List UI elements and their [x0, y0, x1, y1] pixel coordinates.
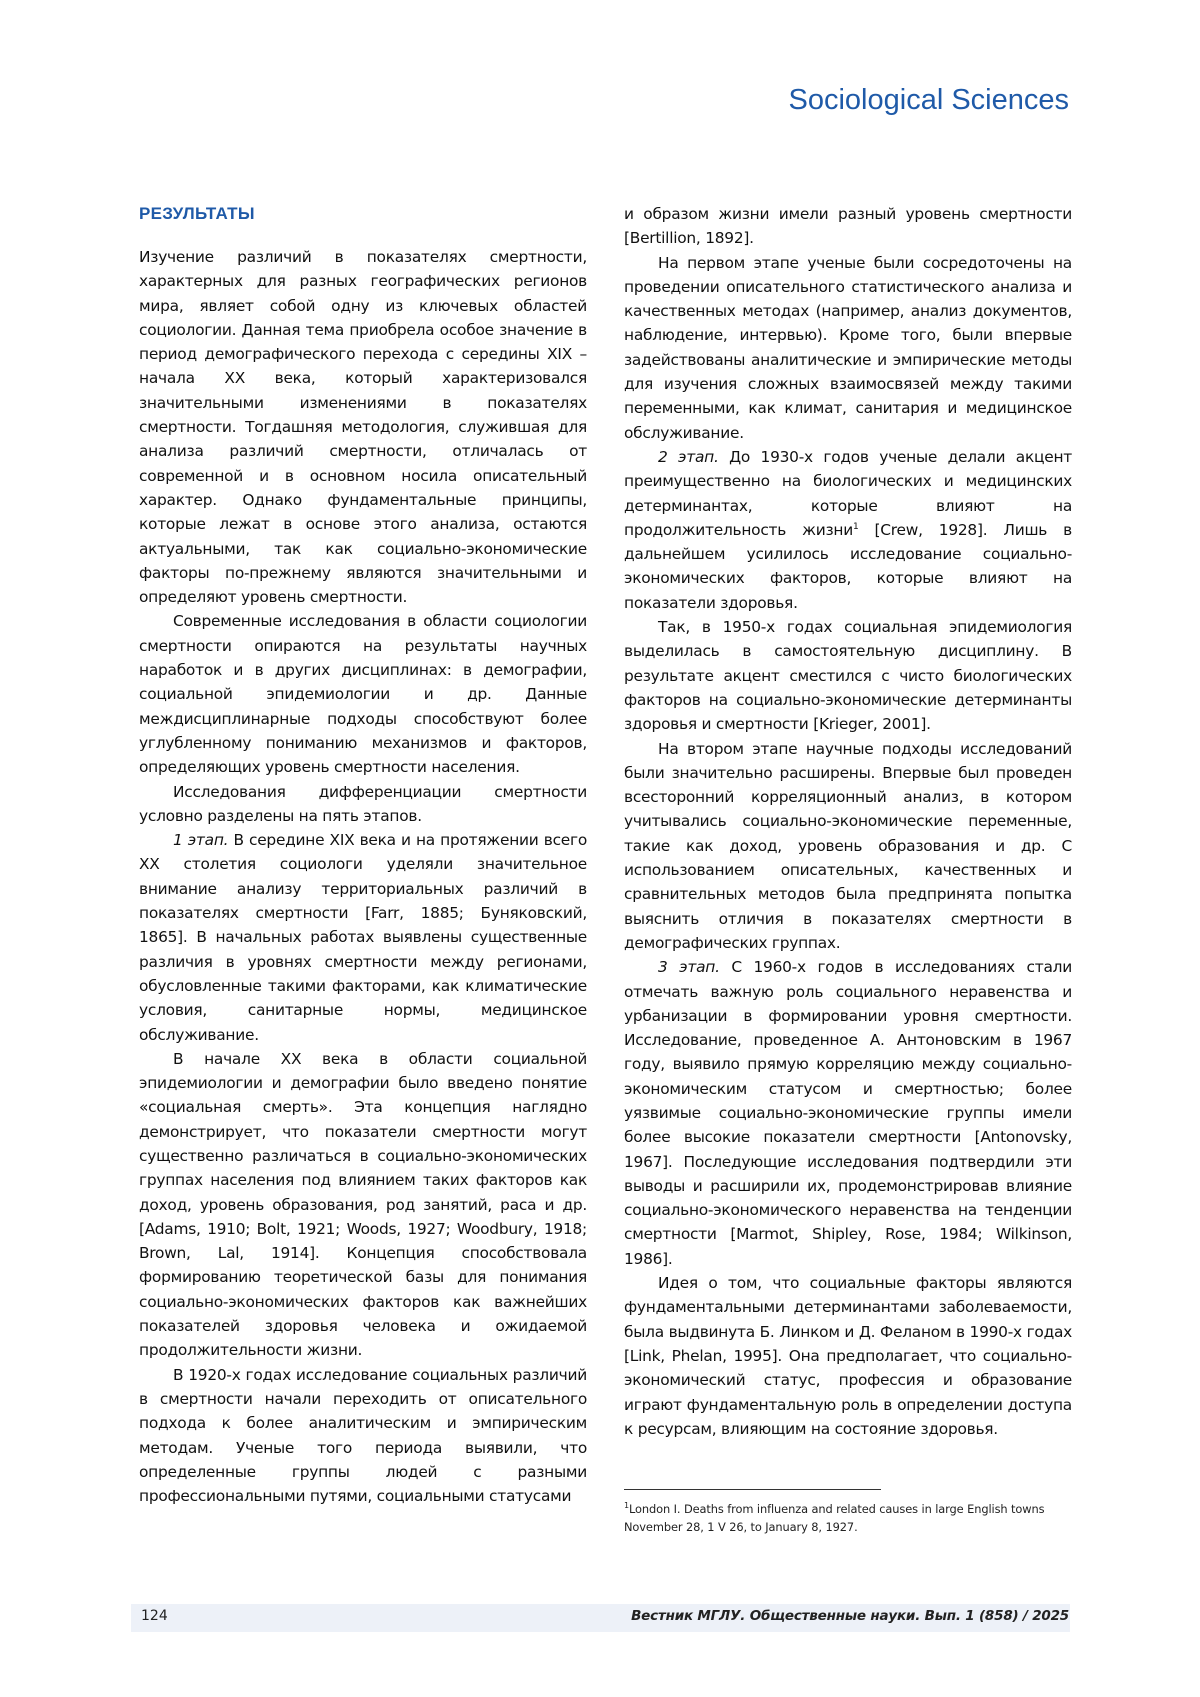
paragraph-text: В середине XIX века и на протяжении всего XX столетия социологи уделяли значительное внимание анализу территориальных различий в показателях смертности [Farr, 1885; Буняковский, 1865]. В начальных работах выявлены существенные различия в уровнях смертности между регионами, обусловленные такими факторами, как климатические условия, санитарные нормы, медицинское обслуживание.	[139, 831, 588, 1044]
paragraph: На первом этапе ученые были сосредоточены на проведении описательного статистического анализа и качественных методах (например, анализ документов, наблюдение, интервью). Кроме того, были впервые задействованы аналитические и эмпирические методы для изучения сложных взаимосвязей между такими переменными, как климат, санитария и медицинское обслуживание.	[624, 253, 1072, 442]
paragraph: В начале XX века в области социальной эпидемиологии и демографии было введено понятие «социальная смерть». Эта концепция наглядно демонстрирует, что показатели смертности могут существенно различаться в социально-экономических группах населения под влиянием таких факторов как доход, уровень образования, род занятий, раса и др. [Adams, 1910; Bolt, 1921; Woods, 1927; Woodbury, 1918; Brown, Lal, 1914]. Концепция способствовала формированию теоретической базы для понимания социально-экономических факторов как важнейших показателей здоровья человека и ожидаемой продолжительности жизни.	[139, 1049, 587, 1360]
stage-label: 2 этап.	[658, 447, 719, 466]
footnote-reference[interactable]: 1	[853, 521, 859, 532]
paragraph: Современные исследования в области социологии смертности опираются на результаты научных наработок и в других дисциплинах: в демографии, социальной эпидемиологии и др. Данные междисциплинарные подходы способствуют более углубленному пониманию механизмов и факторов, определяющих уровень смертности населения.	[139, 612, 587, 777]
footnote-text: London I. Deaths from influenza and related causes in large English towns November 28, 1 V 26, to January 8, 1927.	[624, 1502, 1045, 1534]
paragraph-stage-1	[139, 828, 587, 1047]
footnote-mark: 1	[624, 1501, 629, 1511]
results-heading: РЕЗУЛЬТАТЫ	[139, 204, 255, 223]
paragraph-text: До 1930-х годов ученые делали акцент преимущественно на биологических и медицинских детерминантах, которые влияют на продолжительность жизни	[624, 447, 1072, 539]
paragraph-text: С 1960-х годов в исследованиях стали отмечать важную роль социального неравенства и урбанизации в формировании уровня смертности. Исследование, проведенное А. Антоновским в 1967 году, выявило прямую корреляцию между социально-экономическим статусом и смертностью; более уязвимые социально-экономические группы имели более высокие показатели смертности [Antonovsky, 1967]. Последующие исследования подтвердили эти выводы и расширили их, продемонстрировав влияние социально-экономического неравенства на тенденции смертности [Marmot, Shipley, Rose, 1984; Wilkinson, 1986].	[624, 958, 1072, 1268]
page-number: 124	[141, 1608, 168, 1624]
paragraph: Так, в 1950-х годах социальная эпидемиология выделилась в самостоятельную дисциплину. В результате акцент сместился с чисто биологических факторов на социально-экономические детерминанты здоровья и смертности [Krieger, 2001].	[624, 618, 1072, 734]
paragraph: Идея о том, что социальные факторы являются фундаментальными детерминантами заболеваемости, была выдвинута Б. Линком и Д. Феланом в 1990-х годах [Link, Phelan, 1995]. Она предполагает, что социально-экономический статус, профессия и образование играют фундаментальную роль в определении доступа к ресурсам, влияющим на состояние здоровья.	[624, 1274, 1072, 1438]
paragraph: Изучение различий в показателях смертности, характерных для разных географических регионов мира, являет собой одну из ключевых областей социологии. Данная тема приобрела особое значение в период демографического перехода с середины XIX – начала XX века, который характеризовался значительными изменениями в показателях смертности. Тогдашняя методология, служившая для анализа различий смертности, отличалась от современной и в основном носила описательный характер. Однако фундаментальные принципы, которые лежат в основе этого анализа, остаются актуальными, так как социально-экономические факторы по-прежнему являются значительными и определяют уровень смертности.	[139, 248, 587, 607]
paragraph-text: [Crew, 1928]. Лишь в дальнейшем усилилось исследование социально-экономических факторов, которые влияют на показатели здоровья.	[624, 520, 1072, 612]
section-title: Sociological Sciences	[788, 84, 1069, 116]
footnote	[624, 1500, 1074, 1536]
paragraph-stage-3	[624, 955, 1072, 1271]
right-column	[624, 202, 1072, 1441]
paragraph: Исследования дифференциации смертности условно разделены на пять этапов.	[139, 782, 587, 825]
paragraph: В 1920-х годах исследование социальных различий в смертности начали переходить от описательного подхода к более аналитическим и эмпирическим методам. Ученые того периода выявили, что определенные группы людей с разными профессиональными путями, социальными статусами	[139, 1365, 587, 1506]
journal-citation: Вестник МГЛУ. Общественные науки. Вып. 1 (858) / 2025	[631, 1608, 1069, 1624]
left-column	[139, 202, 587, 1508]
paragraph-stage-2	[624, 445, 1072, 615]
stage-label: 3 этап.	[658, 958, 720, 977]
footnote-divider	[624, 1489, 881, 1490]
paragraph: и образом жизни имели разный уровень смертности [Bertillion, 1892].	[624, 205, 1072, 248]
paragraph: На втором этапе научные подходы исследований были значительно расширены. Впервые был проведен всесторонний корреляционный анализ, в котором учитывались социально-экономические переменные, такие как доход, уровень образования и др. С использованием описательных, качественных и сравнительных методов была предпринята попытка выяснить отличия в показателях смертности в демографических группах.	[624, 739, 1072, 952]
stage-label: 1 этап.	[173, 831, 229, 850]
